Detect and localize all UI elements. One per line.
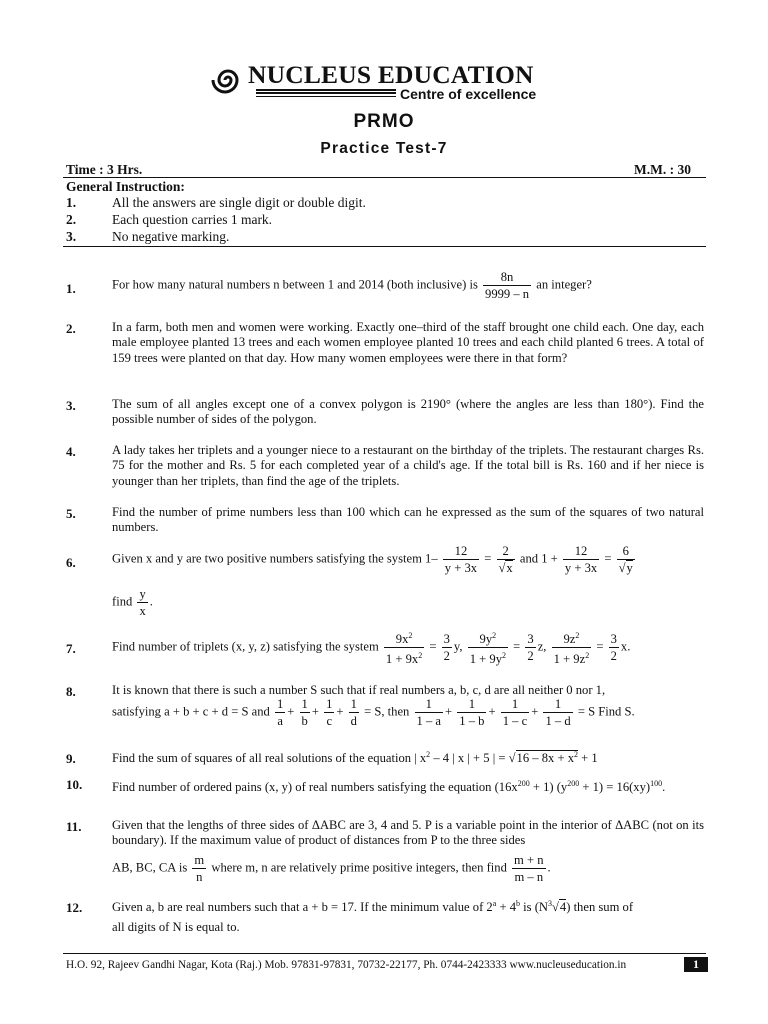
- question-number: 11.: [66, 819, 82, 834]
- instruction-number: 1.: [66, 195, 77, 210]
- question-text: Find the sum of squares of all real solutions of the equation | $x^2 - 4$ | x | + 5 | = $√16 - 8x + x^2 + 1$: [112, 750, 598, 766]
- brand-tagline: Centre of excellence: [400, 86, 537, 102]
- instruction-text: No negative marking.: [112, 229, 230, 244]
- question-text: It is known that there is such a number S such that if real numbers a, b, c, d are all neither 0 nor 1,: [112, 683, 606, 697]
- question-text: Find the number of prime numbers less than 100 which can he expressed as the sum of the squares of two natural numbers.: [112, 505, 704, 535]
- question-number: 12.: [66, 900, 83, 915]
- footer-address: H.O. 92, Rajeev Gandhi Nagar, Kota (Raj.) Mob. 97831-97831, 70732-22177, Ph. 0744-2423333 www.nucleuseducation.in: [66, 959, 627, 971]
- question-number: 5.: [66, 506, 76, 521]
- page-title: PRMO: [353, 111, 415, 132]
- page-number: 1: [684, 957, 708, 972]
- question-number: 9.: [66, 751, 76, 766]
- page-subtitle: Practice Test-7: [320, 140, 448, 157]
- question-text: Find number of ordered pains (x, y) of real numbers satisfying the equation $(16x^{200} + 1) (y^{200} + 1) = 16(xy)^{100}$.: [112, 779, 666, 795]
- question-text: Find number of triplets (x, y, z) satisfying the system $\frac{9x^2}{1 + 9x^2}$ = $\frac{3}{2}$ y, $\frac{9y^2}{1 + 9y^2}$ = $\frac{3}{2}$ z, $\frac{9z^2}{1 + 9z^2}$ = $\frac{3}{2}$ x.: [112, 631, 631, 667]
- instruction-text: Each question carries 1 mark.: [112, 212, 273, 227]
- question-text: A lady takes her triplets and a younger niece to a restaurant on the birthday of the triplets. The restaurant charges Rs. 75 for the mother and Rs. 5 for each completed year of a child's age. If the total bill is Rs. 160 and if her niece is younger than her triplets, than find the age of the triplets.: [112, 443, 704, 488]
- question-text: Given x and y are two positive numbers satisfying the system 1– $\frac{12}{y + 3x}$ = $\frac{2}{√x}$ and 1 + $\frac{12}{y + 3x}$ = $\frac{6}{√y}$: [112, 544, 633, 575]
- question-text: For how many natural numbers n between 1 and 2014 (both inclusive) is $\frac{8n}{9999 - n}$ an integer?: [112, 270, 592, 301]
- max-marks: M.M. : 30: [634, 162, 691, 177]
- question-number: 7.: [66, 641, 76, 656]
- logo: [208, 60, 564, 104]
- brand-name: NUCLEUS EDUCATION: [248, 60, 534, 89]
- logo-lines: [256, 89, 396, 101]
- divider: [63, 177, 706, 178]
- instruction-number: 3.: [66, 229, 77, 244]
- question-number: 8.: [66, 684, 76, 699]
- question-text: Given a, b are real numbers such that a + b = 17. If the minimum value of $2^a + 4^b$ is $(N^3√4)$ then sum of: [112, 899, 634, 915]
- question-text: AB, BC, CA is $\frac{m}{n}$ where m, n are relatively prime positive integers, then find $\frac{m + n}{m - n}$ .: [112, 853, 551, 884]
- swirl-logo-icon: [208, 62, 248, 98]
- question-number: 2.: [66, 321, 76, 336]
- footer-divider: [63, 953, 706, 954]
- instructions-heading: General Instruction:: [66, 179, 185, 194]
- divider: [63, 246, 706, 247]
- question-text: The sum of all angles except one of a convex polygon is 2190° (where the angles are less than 180°). Find the possible number of sides of the polygon.: [112, 397, 704, 427]
- question-number: 6.: [66, 555, 76, 570]
- time-label: Time : 3 Hrs.: [66, 162, 143, 177]
- question-text: In a farm, both men and women were working. Exactly one–third of the staff brought one child each. One day, each male employee planted 13 trees and each women employee planted 10 trees and each child planted 6 trees. A total of 159 trees were planted on that day. How many women employees were there in that form?: [112, 320, 704, 365]
- question-number: 3.: [66, 398, 76, 413]
- question-number: 4.: [66, 444, 76, 459]
- instruction-number: 2.: [66, 212, 77, 227]
- question-text: find $\frac{y}{x}$ .: [112, 587, 153, 618]
- question-number: 1.: [66, 281, 76, 296]
- question-text: Given that the lengths of three sides of ΔABC are 3, 4 and 5. P is a variable point in the interior of ΔABC (not on its boundary). If the maximum value of product of distances from P to the three sides: [112, 818, 704, 848]
- question-text: all digits of N is equal to.: [112, 920, 240, 934]
- fraction: $\frac{8n}{9999 - n}$: [485, 270, 530, 301]
- question-text: satisfying a + b + c + d = S and $\frac{1}{a}$ + $\frac{1}{b}$ + $\frac{1}{c}$ + $\frac{1}{d}$ = S, then $\frac{1}{1 - a}$ + $\frac{1}{1 - b}$ + $\frac{1}{1 - c}$ + $\frac{1}{1 - d}$ = S Find S.: [112, 697, 635, 728]
- question-number: 10.: [66, 777, 83, 792]
- instruction-text: All the answers are single digit or double digit.: [112, 195, 366, 210]
